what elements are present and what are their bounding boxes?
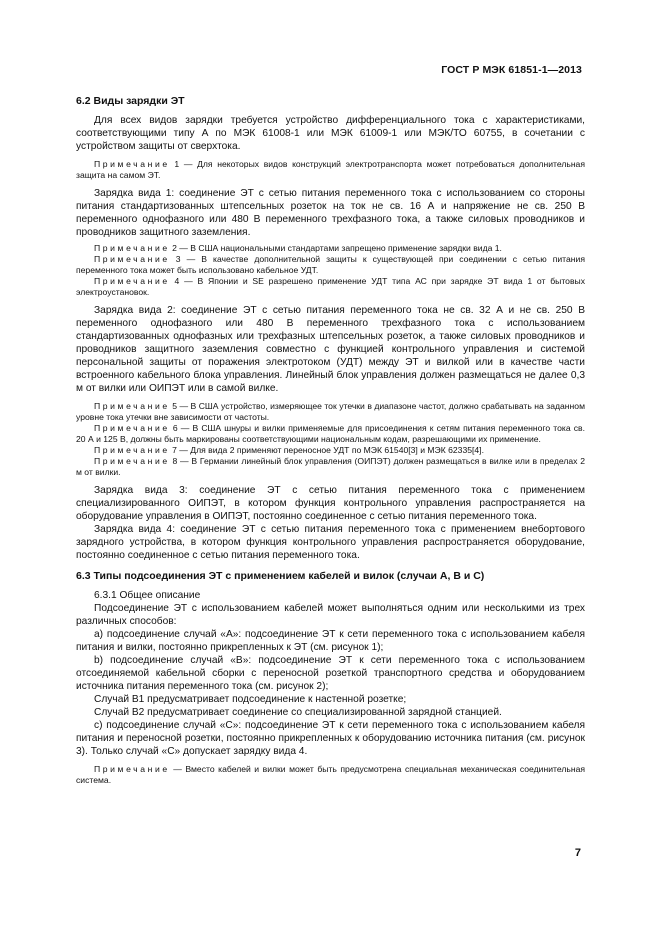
note-7 [76, 445, 585, 456]
note-text: 5 — В США устройство, измеряющее ток утечки в диапазоне частот, должно срабатывать на заданном уровне тока утечки вне зависимости от частоты. [76, 401, 585, 422]
note-text: 7 — Для вида 2 применяют переносное УДТ по МЭК 61540[3] и МЭК 62335[4]. [172, 445, 484, 455]
page-content [76, 95, 585, 786]
note-label: Примечание [94, 401, 170, 411]
paragraph-mode-1: Зарядка вида 1: соединение ЭТ с сетью питания переменного тока с использованием со стороны питания стандартизованных штепсельных розеток на ток не св. 16 А и напряжение не св. 250 В переменного однофазного или 480 В переменного трехфазного тока, а также силовых проводников и проводников защитного заземления. [76, 188, 585, 238]
note-2 [76, 243, 585, 254]
note-label: Примечание [94, 159, 170, 169]
note-text: — Вместо кабелей и вилки может быть предусмотрена специальная механическая соединительная система. [76, 764, 586, 785]
note-text: 4 — В Японии и SE разрешено применение УДТ типа АС при зарядке ЭТ вида 1 от бытовых электроустановок. [76, 276, 585, 297]
note-label: Примечание [94, 764, 170, 774]
paragraph-mode-2: Зарядка вида 2: соединение ЭТ с сетью питания переменного тока не св. 32 А и не св. 250 В переменного однофазного или 480 В переменного трехфазного тока с использованием стандартизованных однофазных или трехфазных штепсельных розеток, а также силовых проводников и проводников защитного заземления совместно с функцией контрольного управления и системой персональной защиты от поражения электротоком (УДТ) между ЭТ и вилкой или в качестве части встроенного кабельного блока управления. Линейный блок управления должен размещаться не далее 0,3 м от вилки или ОИПЭТ или в самой вилке. [76, 305, 585, 394]
page-number: 7 [574, 847, 581, 859]
list-item-b: b) подсоединение случай «В»: подсоединение ЭТ к сети переменного тока с использованием отсоединяемой кабельной сборки с переносной розеткой транспортного средства и оборудованием источника питания переменного тока (см. рисунок 2); [76, 655, 585, 692]
note-8 [76, 456, 585, 478]
subsection-6-3-1-title: 6.3.1 Общее описание [94, 590, 201, 601]
note-text: 6 — В США шнуры и вилки применяемые для присоединения к сетям питания переменного тока св. 20 А и 125 В, должны быть маркированы соответствующими национальным кодам, разрешающими их применение. [76, 423, 585, 444]
paragraph: Для всех видов зарядки требуется устройство дифференциального тока с характеристиками, соответствующими типу А по МЭК 61008-1 или МЭК 61009-1 или МЭК/ТО 60755, в сочетании с устройством защиты от сверхтока. [76, 115, 585, 152]
list-item-b2: Случай В2 предусматривает соединение со специализированной зарядной станцией. [94, 707, 502, 718]
note-1 [76, 159, 585, 181]
note-label: Примечание [94, 276, 170, 286]
list-item-c: с) подсоединение случай «С»: подсоединение ЭТ к сети переменного тока с использованием кабеля питания и переносной розетки, постоянно прикрепленных к оборудованию источника питания (см. рисунок 3). Только случай «С» допускает зарядку вида 4. [76, 720, 585, 757]
note-label: Примечание [94, 243, 170, 253]
note-label: Примечание [94, 456, 170, 466]
note-text: 3 — В качестве дополнительной защиты к существующей при соединении с сетью питания переменного тока может быть использовано кабельное УДТ. [76, 254, 586, 275]
note-label: Примечание [94, 423, 170, 433]
note-text: 2 — В США национальными стандартами запрещено применение зарядки вида 1. [172, 243, 502, 253]
section-6-3-title: 6.3 Типы подсоединения ЭТ с применением кабелей и вилок (случаи А, В и С) [76, 570, 485, 582]
list-item-a: а) подсоединение случай «А»: подсоединение ЭТ к сети переменного тока с использованием кабеля питания и вилки, постоянно прикрепленных к ЭТ (см. рисунок 1); [76, 629, 585, 653]
note-text: 8 — В Германии линейный блок управления (ОИПЭТ) должен размещаться в вилке или в пределах 2 м от вилки. [76, 456, 585, 477]
note-text: 1 — Для некоторых видов конструкций электротранспорта может потребоваться дополнительная защита на самом ЭТ. [76, 159, 585, 180]
list-item-b1: Случай В1 предусматривает подсоединение к настенной розетке; [94, 694, 407, 705]
note-6 [76, 423, 585, 445]
paragraph-mode-3: Зарядка вида 3: соединение ЭТ с сетью питания переменного тока с применением специализированного ОИПЭТ, в котором функция контрольного управления распространяется на оборудование управления в ОИПЭТ, постоянно соединенное с сетью питания переменного тока. [76, 485, 585, 522]
paragraph: Подсоединение ЭТ с использованием кабелей может выполняться одним или несколькими из трех различных способов: [76, 603, 585, 627]
note-label: Примечание [94, 445, 170, 455]
document-code: ГОСТ Р МЭК 61851-1—2013 [441, 64, 582, 76]
section-6-2-title: 6.2 Виды зарядки ЭТ [76, 95, 185, 107]
note-5 [76, 401, 585, 423]
note-label: Примечание [94, 254, 170, 264]
paragraph-mode-4: Зарядка вида 4: соединение ЭТ с сетью питания переменного тока с применением внебортового зарядного устройства, в котором функция контрольного управления распространяется оборудование, постоянно соединенное с сетью питания переменного тока. [76, 524, 585, 561]
note-final [76, 764, 585, 786]
note-3 [76, 254, 585, 276]
note-4 [76, 276, 585, 298]
